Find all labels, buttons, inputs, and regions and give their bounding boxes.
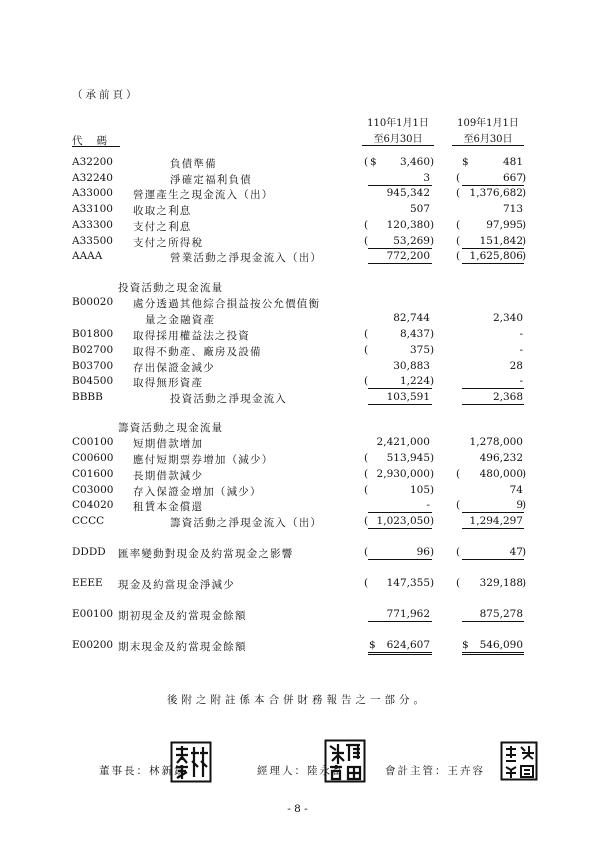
amount-2021: 82,744 xyxy=(393,312,430,324)
line-item-code: A33000 xyxy=(72,187,113,199)
line-item-code: C03000 xyxy=(72,484,114,496)
paren-open: ( xyxy=(364,375,369,387)
amount-2021: 2,930,000 xyxy=(376,468,430,480)
line-item-code: C01600 xyxy=(72,468,114,480)
line-item-code: A33100 xyxy=(72,203,113,215)
amount-2020: 1,294,297 xyxy=(469,515,523,527)
subtotal-underline xyxy=(462,248,524,249)
amount-2020: 2,340 xyxy=(492,312,523,324)
paren-close: ) xyxy=(430,546,435,558)
subtotal-underline xyxy=(462,388,524,389)
amount-2021: 624,607 xyxy=(386,639,430,651)
line-item-code: B00020 xyxy=(72,296,114,308)
page-number: - 8 - xyxy=(287,803,308,815)
paren-open: ( xyxy=(364,344,369,356)
line-item-code: BBBB xyxy=(72,391,103,403)
currency-symbol: $ xyxy=(370,156,377,168)
amount-2020: 2,368 xyxy=(492,391,523,403)
continuation-note: （承前頁） xyxy=(72,89,140,101)
paren-close: ) xyxy=(522,468,527,480)
line-item-code: A33500 xyxy=(72,235,113,247)
amount-2021: 3,460 xyxy=(399,156,430,168)
amount-2020: 9 xyxy=(516,499,523,511)
column-header-2021-underline xyxy=(362,145,434,146)
amount-2020: 546,090 xyxy=(479,639,523,651)
line-item-description: 投資活動之現金流量 xyxy=(118,282,224,294)
paren-close: ) xyxy=(430,328,435,340)
amount-2021: 8,437 xyxy=(399,328,430,340)
line-item-code: E00200 xyxy=(72,639,114,651)
paren-close: ) xyxy=(522,172,527,184)
subtotal-underline xyxy=(462,528,524,529)
line-item-description: 期末現金及約當現金餘額 xyxy=(118,641,247,653)
subtotal-underline xyxy=(368,559,432,560)
line-item-code: A33300 xyxy=(72,219,113,231)
line-item-code: B01800 xyxy=(72,328,114,340)
paren-close: ) xyxy=(430,577,435,589)
subtotal-underline xyxy=(368,388,432,389)
amount-2020: 97,995 xyxy=(486,219,523,231)
paren-open: ( xyxy=(456,219,461,231)
amount-2021: 2,421,000 xyxy=(376,436,430,448)
amount-2020: 28 xyxy=(509,360,523,372)
amount-2021: 30,883 xyxy=(393,360,430,372)
paren-open: ( xyxy=(456,546,461,558)
line-item-code: EEEE xyxy=(72,577,103,589)
line-item-description: 租賃本金償還 xyxy=(133,501,204,513)
total-double-underline xyxy=(368,652,432,655)
amount-2021: - xyxy=(426,499,430,511)
paren-open: ( xyxy=(364,452,369,464)
amount-2021: 53,269 xyxy=(393,235,430,247)
paren-open: ( xyxy=(364,484,369,496)
amount-2021: 96 xyxy=(416,546,430,558)
subtotal-underline xyxy=(368,185,432,186)
paren-close: ) xyxy=(522,577,527,589)
subtotal-underline xyxy=(462,559,524,560)
line-item-description: 淨確定福利負債 xyxy=(170,174,252,186)
amount-2020: 667 xyxy=(502,172,523,184)
subtotal-underline xyxy=(462,185,524,186)
line-item-description: 籌資活動之淨現金流入（出） xyxy=(170,517,323,529)
column-header-2020-line1: 109年1月1日 xyxy=(457,118,519,129)
paren-close: ) xyxy=(522,250,527,262)
paren-open: ( xyxy=(364,577,369,589)
line-item-code: AAAA xyxy=(72,250,103,262)
paren-close: ) xyxy=(430,484,435,496)
currency-symbol: $ xyxy=(462,639,469,651)
line-item-code: DDDD xyxy=(72,546,106,558)
line-item-code: B02700 xyxy=(72,344,114,356)
line-item-code: E00100 xyxy=(72,608,114,620)
subtotal-underline xyxy=(368,528,432,529)
amount-2021: 772,200 xyxy=(386,250,430,262)
line-item-description: 收取之利息 xyxy=(133,205,192,217)
paren-close: ) xyxy=(430,344,435,356)
column-header-2021-line1: 110年1月1日 xyxy=(367,118,429,129)
column-header-2021-line2: 至6月30日 xyxy=(373,134,423,145)
line-item-description: 存入保證金增加（減少） xyxy=(133,486,262,498)
column-header-2020-line2: 至6月30日 xyxy=(463,134,513,145)
amount-2020: 1,625,806 xyxy=(469,250,523,262)
line-item-description: 取得採用權益法之投資 xyxy=(133,330,250,342)
line-item-description: 營運產生之現金流入（出） xyxy=(133,189,274,201)
currency-symbol: $ xyxy=(369,639,376,651)
line-item-code: C04020 xyxy=(72,499,114,511)
amount-2021: 1,023,050 xyxy=(376,515,430,527)
subtotal-underline xyxy=(368,621,432,622)
paren-close: ) xyxy=(430,156,435,168)
currency-symbol: $ xyxy=(462,156,469,168)
paren-open: ( xyxy=(364,235,369,247)
amount-2021: 945,342 xyxy=(386,187,430,199)
amount-2021: 771,962 xyxy=(386,608,430,620)
line-item-description: 長期借款減少 xyxy=(133,470,204,482)
subtotal-underline xyxy=(368,248,432,249)
paren-open: ( xyxy=(456,577,461,589)
paren-close: ) xyxy=(522,546,527,558)
paren-close: ) xyxy=(430,375,435,387)
accountant-signature-label: 會計主管：王卉容 xyxy=(385,765,485,777)
amount-2020: - xyxy=(519,328,523,340)
amount-2020: 875,278 xyxy=(479,608,523,620)
line-item-description: 籌資活動之現金流量 xyxy=(118,422,224,434)
paren-close: ) xyxy=(430,468,435,480)
paren-open: ( xyxy=(456,235,461,247)
line-item-description: 量之金融資產 xyxy=(145,314,216,326)
line-item-code: C00600 xyxy=(72,452,114,464)
line-item-description: 營業活動之淨現金流入（出） xyxy=(170,252,323,264)
amount-2020: 329,188 xyxy=(479,577,523,589)
paren-open: ( xyxy=(364,468,369,480)
subtotal-underline xyxy=(368,404,432,405)
line-item-description: 支付之所得稅 xyxy=(133,237,204,249)
line-item-description: 現金及約當現金淨減少 xyxy=(118,579,235,591)
amount-2020: 481 xyxy=(502,156,523,168)
paren-close: ) xyxy=(522,235,527,247)
line-item-description: 存出保證金減少 xyxy=(133,362,215,374)
amount-2021: 3 xyxy=(423,172,430,184)
paren-open: ( xyxy=(364,546,369,558)
line-item-description: 處分透過其他綜合損益按公允價值衡 xyxy=(133,298,321,310)
line-item-description: 期初現金及約當現金餘額 xyxy=(118,610,247,622)
paren-open: ( xyxy=(456,250,461,262)
paren-open: ( xyxy=(364,156,369,168)
amount-2021: 1,224 xyxy=(399,375,430,387)
line-item-description: 支付之利息 xyxy=(133,221,192,233)
amount-2020: 1,278,000 xyxy=(469,436,523,448)
column-header-2020-underline xyxy=(452,145,524,146)
amount-2020: 713 xyxy=(502,203,523,215)
amount-2020: 47 xyxy=(509,546,523,558)
paren-open: ( xyxy=(456,468,461,480)
paren-close: ) xyxy=(522,219,527,231)
amount-2021: 507 xyxy=(409,203,430,215)
manager-signature-label: 經理人：陸永富 xyxy=(257,765,345,777)
line-item-description: 取得不動產、廠房及設備 xyxy=(133,346,262,358)
paren-open: ( xyxy=(456,187,461,199)
paren-open: ( xyxy=(456,499,461,511)
paren-close: ) xyxy=(430,452,435,464)
amount-2020: 1,376,682 xyxy=(469,187,523,199)
amount-2020: 480,000 xyxy=(479,468,523,480)
amount-2021: 105 xyxy=(409,484,430,496)
paren-open: ( xyxy=(456,172,461,184)
total-double-underline xyxy=(462,652,524,655)
subtotal-underline xyxy=(368,263,432,264)
line-item-description: 匯率變動對現金及約當現金之影響 xyxy=(118,548,294,560)
line-item-code: B04500 xyxy=(72,375,114,387)
line-item-description: 取得無形資產 xyxy=(133,377,204,389)
line-item-description: 應付短期票券增加（減少） xyxy=(133,454,274,466)
line-item-code: B03700 xyxy=(72,360,114,372)
chairman-seal xyxy=(170,741,212,783)
amount-2021: 120,380 xyxy=(386,219,430,231)
footnote: 後附之附註係本合併財務報告之一部分。 xyxy=(167,694,428,706)
amount-2020: - xyxy=(519,375,523,387)
line-item-code: A32240 xyxy=(72,172,113,184)
paren-open: ( xyxy=(364,515,369,527)
line-item-code: CCCC xyxy=(72,515,105,527)
line-item-code: A32200 xyxy=(72,156,113,168)
paren-close: ) xyxy=(430,515,435,527)
amount-2021: 103,591 xyxy=(386,391,430,403)
paren-open: ( xyxy=(364,328,369,340)
manager-seal xyxy=(324,739,366,783)
amount-2020: 74 xyxy=(509,484,523,496)
amount-2021: 147,355 xyxy=(386,577,430,589)
line-item-description: 短期借款增加 xyxy=(133,438,204,450)
amount-2020: 496,232 xyxy=(479,452,523,464)
subtotal-underline xyxy=(462,512,524,513)
amount-2021: 513,945 xyxy=(386,452,430,464)
accountant-seal xyxy=(500,741,538,781)
subtotal-underline xyxy=(462,404,524,405)
paren-close: ) xyxy=(522,187,527,199)
paren-close: ) xyxy=(522,499,527,511)
paren-close: ) xyxy=(430,235,435,247)
paren-close: ) xyxy=(430,219,435,231)
subtotal-underline xyxy=(462,263,524,264)
subtotal-underline xyxy=(462,621,524,622)
line-item-code: C00100 xyxy=(72,436,114,448)
paren-open: ( xyxy=(364,219,369,231)
amount-2021: 375 xyxy=(409,344,430,356)
line-item-description: 負債準備 xyxy=(170,158,217,170)
chairman-signature-label: 董事長：林新欽 xyxy=(99,765,187,777)
code-column-header: 代碼 xyxy=(72,135,121,147)
code-header-underline xyxy=(72,146,120,147)
amount-2020: - xyxy=(519,344,523,356)
subtotal-underline xyxy=(368,512,432,513)
line-item-description: 投資活動之淨現金流入 xyxy=(170,393,287,405)
amount-2020: 151,842 xyxy=(479,235,523,247)
